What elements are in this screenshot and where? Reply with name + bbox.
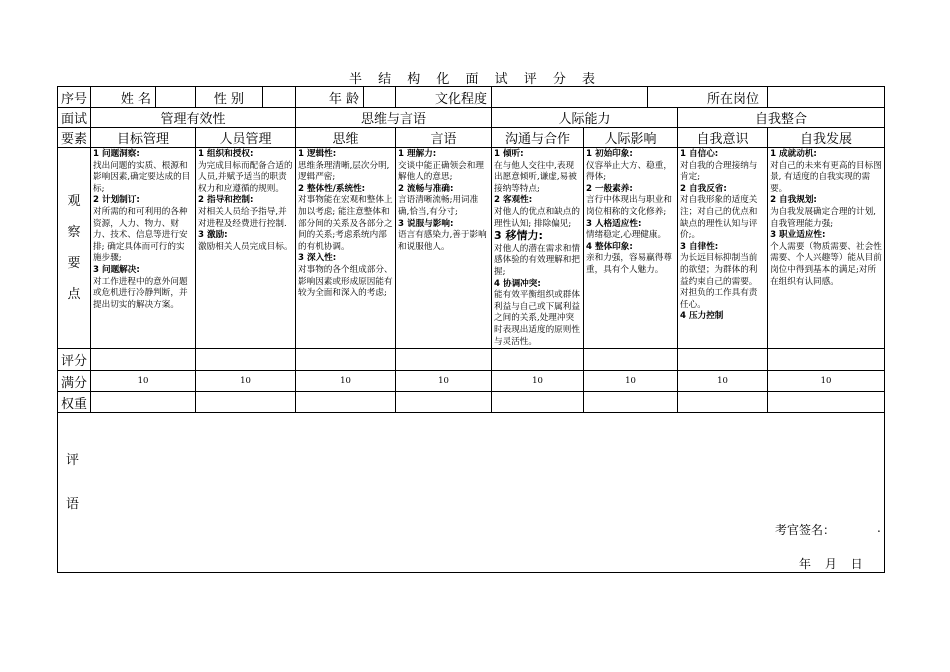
observation-point-heading: 2 指导和控制:: [198, 195, 254, 206]
observation-point-text: 在与他人交往中,表现出愿意倾听,谦虚,易被接纳等特点;: [494, 160, 577, 194]
observation-row: [58, 148, 885, 349]
observe-self-awareness: [678, 148, 768, 349]
observation-point-text: 对事物能在宏观和整体上加以考虑; 能注意整体和部分间的关系及各部分之间的关系;考虑系统内部的有机协调。: [298, 195, 393, 252]
observation-point-text: 为完成目标而配备合适的人员,并赋予适当的职责权力和应遵循的规则。: [198, 160, 293, 194]
full-score-value: 10: [768, 371, 885, 392]
position-label: 所在岗位: [648, 87, 768, 108]
observation-point-heading: 1 自信心:: [680, 149, 719, 159]
observation-point-heading: 2 自我规划:: [770, 195, 817, 206]
observation-point: [770, 149, 882, 195]
element-thinking: 思维: [296, 128, 396, 148]
score-cell[interactable]: [678, 349, 768, 371]
observation-point-text: 对自我形象的适度关注；对自己的优点和缺点的理性认知与评价;。: [680, 195, 758, 241]
observation-point: [298, 149, 393, 184]
observation-point-text: 对所需的和可利用的各种资源，人力、物力、财力、技术、信息等进行安排; 确定具体而可行的实施步骤;: [93, 206, 188, 264]
observation-point-heading: 4 压力控制: [680, 311, 724, 322]
observation-point-text: 为自我发展确定合理的计划, 自我管理能力强;: [770, 206, 876, 229]
observation-point-heading: 3 移情力:: [494, 229, 543, 243]
observation-point-heading: 2 整体性/系统性:: [298, 183, 366, 194]
observation-point-text: 语言有感染力,善于影响和说服他人。: [398, 230, 487, 252]
observation-point: [398, 184, 489, 219]
observation-point: [586, 242, 675, 277]
observation-point-heading: 4 整体印象:: [586, 241, 633, 252]
observe-thinking: [296, 148, 396, 349]
date-label: 年 月 日: [799, 557, 868, 572]
observation-point-text: 对工作进程中的意外问题或危机进行冷静判断，并提出切实的解决方案。: [93, 276, 188, 310]
full-score-value: 10: [492, 371, 584, 392]
observation-point-text: 交谈中能正确领会和理解他人的意思;: [398, 160, 484, 183]
observation-point-heading: 1 成就动机:: [770, 149, 817, 159]
observation-point-heading: 3 人格适应性:: [586, 218, 642, 229]
observation-point: [398, 219, 489, 254]
element-influence: 人际影响: [584, 128, 678, 148]
comment-area[interactable]: [58, 413, 885, 573]
observation-point: [770, 230, 882, 288]
observation-point-text: 对相关人员给予指导,并对进程及经费进行控制.: [198, 206, 287, 229]
observe-speech: [396, 148, 492, 349]
weight-cell[interactable]: [768, 392, 885, 413]
observation-point: [680, 149, 765, 184]
weight-cell[interactable]: [91, 392, 196, 413]
observation-point-heading: 3 说服与影响:: [398, 218, 454, 229]
score-label: 评分: [58, 349, 91, 371]
observation-point: [586, 219, 675, 242]
weight-cell[interactable]: [678, 392, 768, 413]
group-interpersonal: 人际能力: [492, 108, 678, 128]
observation-point-heading: 1 初始印象:: [586, 149, 633, 159]
observation-point-heading: 3 激励:: [198, 230, 228, 241]
observation-label: 观 察 要 点: [58, 148, 91, 349]
score-cell[interactable]: [396, 349, 492, 371]
education-label: 文化程度: [396, 87, 492, 108]
observation-point: [198, 230, 293, 253]
observation-point-text: 激励相关人员完成目标。: [198, 241, 293, 252]
observation-point: [494, 279, 581, 349]
weight-cell[interactable]: [584, 392, 678, 413]
observation-point-heading: 3 职业适应性:: [770, 230, 826, 241]
observation-point: [494, 149, 581, 195]
observation-point-heading: 1 倾听:: [494, 149, 524, 159]
interview-label: 面试: [58, 108, 91, 128]
examiner-signature-label: 考官签名：: [775, 523, 836, 538]
gender-field[interactable]: [263, 87, 296, 108]
position-field[interactable]: [768, 87, 885, 108]
observation-point: [770, 195, 882, 230]
score-cell[interactable]: [584, 349, 678, 371]
observation-point-heading: 2 自我反省:: [680, 183, 727, 194]
observation-point-heading: 3 问题解决:: [93, 264, 140, 275]
score-cell[interactable]: [91, 349, 196, 371]
weight-row: [58, 392, 885, 413]
observation-point-heading: 1 问题洞察:: [93, 149, 140, 159]
observation-point-heading: 4 协调冲突:: [494, 278, 541, 289]
elements-label: 要素: [58, 128, 91, 148]
observation-point-text: 仪容举止大方、稳重，得体;: [586, 160, 672, 183]
observation-point-heading: 3 深入性:: [298, 253, 337, 264]
element-communication: 沟通与合作: [492, 128, 584, 148]
element-row: [58, 128, 885, 148]
comment-label: 评 语: [66, 453, 80, 513]
element-people: 人员管理: [196, 128, 296, 148]
observation-point-heading: 3 自律性:: [680, 241, 719, 252]
observation-point-text: 找出问题的实质、根源和影响因素,确定要达成的目标;: [93, 160, 191, 194]
observation-point-heading: 2 计划制订:: [93, 195, 140, 206]
observe-self-development: [768, 148, 885, 349]
full-score-value: 10: [396, 371, 492, 392]
observation-point: [198, 149, 293, 195]
signature-end-mark: .: [877, 521, 881, 536]
observation-point-text: 对自我的合理接纳与肯定;: [680, 160, 758, 183]
observation-point: [93, 265, 193, 311]
group-self: 自我整合: [678, 108, 885, 128]
observation-point-text: 情绪稳定,心理健康。: [586, 230, 667, 241]
observation-point: [494, 195, 581, 230]
name-field[interactable]: [156, 87, 196, 108]
weight-cell[interactable]: [396, 392, 492, 413]
observation-point: [93, 195, 193, 265]
full-score-value: 10: [678, 371, 768, 392]
observation-point: [298, 184, 393, 254]
observation-point-text: 亲和力强，容易赢得尊重，具有个人魅力。: [586, 253, 672, 275]
full-score-row: [58, 371, 885, 392]
full-score-value: 10: [584, 371, 678, 392]
full-score-value: 10: [296, 371, 396, 392]
observe-goal: [91, 148, 196, 349]
weight-cell[interactable]: [196, 392, 296, 413]
element-self-awareness: 自我意识: [678, 128, 768, 148]
observe-influence: [584, 148, 678, 349]
observation-point-heading: 1 理解力:: [398, 149, 437, 159]
age-field[interactable]: [364, 87, 396, 108]
education-field[interactable]: [492, 87, 648, 108]
observation-point-text: 能有效平衡组织或群体利益与自己或下属利益之间的关系,处理冲突时表现出适度的原则性与灵活性。: [494, 290, 580, 347]
observation-point-text: 言行中体现出与职业和岗位相称的文化修养;: [586, 195, 672, 217]
group-management: 管理有效性: [91, 108, 296, 128]
score-cell[interactable]: [296, 349, 396, 371]
observation-point-heading: 2 流畅与准确:: [398, 183, 454, 194]
observation-point: [586, 149, 675, 184]
observation-point: [680, 311, 765, 323]
gender-label: 性 别: [196, 87, 263, 108]
element-speech: 言语: [396, 128, 492, 148]
score-row: [58, 349, 885, 371]
observation-point: [680, 242, 765, 312]
observation-point-text: 对自己的未来有更高的目标图景, 有适度的自我实现的需要。: [770, 160, 882, 194]
observe-people: [196, 148, 296, 349]
observation-point: [198, 195, 293, 230]
observation-point-text: 为长远目标抑制当前的欲望；为群体的利益约束自己的需要。对担负的工作具有责任心。: [680, 253, 758, 310]
evaluation-table: [57, 86, 885, 573]
score-cell[interactable]: [768, 349, 885, 371]
observation-point-heading: 2 一般素养:: [586, 183, 633, 194]
group-row: [58, 108, 885, 128]
observation-point: [494, 230, 581, 278]
info-row: [58, 87, 885, 108]
observation-point-text: 对他人的优点和缺点的理性认知; 排除偏见;: [494, 206, 580, 229]
observation-point-text: 对他人的潜在需求和情感体验的有效理解和把握;: [494, 243, 580, 277]
element-goal: 目标管理: [91, 128, 196, 148]
group-thinking: 思维与言语: [296, 108, 492, 128]
observation-point: [586, 184, 675, 219]
age-label: 年 龄: [296, 87, 364, 108]
weight-label: 权重: [58, 392, 91, 413]
score-cell[interactable]: [492, 349, 584, 371]
form-title: 半 结 构 化 面 试 评 分 表: [348, 72, 602, 87]
comment-row: [58, 413, 885, 573]
element-self-development: 自我发展: [768, 128, 885, 148]
observation-point-heading: 1 组织和授权:: [198, 149, 254, 159]
full-score-value: 10: [91, 371, 196, 392]
observation-point-heading: 1 逻辑性:: [298, 149, 337, 159]
observe-communication: [492, 148, 584, 349]
observation-point-heading: 2 客观性:: [494, 195, 533, 206]
observation-point-text: 对事物的各个组成部分、影响因素或形成原因能有较为全面和深入的考虑;: [298, 264, 393, 299]
observation-point: [680, 184, 765, 242]
weight-cell[interactable]: [296, 392, 396, 413]
full-score-value: 10: [196, 371, 296, 392]
serial-label: 序号: [58, 87, 91, 108]
observation-point: [93, 149, 193, 195]
name-label: 姓 名: [91, 87, 156, 108]
observation-point-text: 言语清晰流畅;用词准确,恰当,有分寸;: [398, 195, 479, 217]
full-score-label: 满分: [58, 371, 91, 392]
observation-point-text: 思维条理清晰,层次分明,逻辑严密;: [298, 160, 390, 183]
score-cell[interactable]: [196, 349, 296, 371]
weight-cell[interactable]: [492, 392, 584, 413]
observation-point-text: 个人需要（物质需要、社会性需要、个人兴趣等）能从目前岗位中得到基本的满足;对所在组织有认同感。: [770, 241, 882, 287]
observation-point: [298, 253, 393, 299]
observation-point: [398, 149, 489, 184]
